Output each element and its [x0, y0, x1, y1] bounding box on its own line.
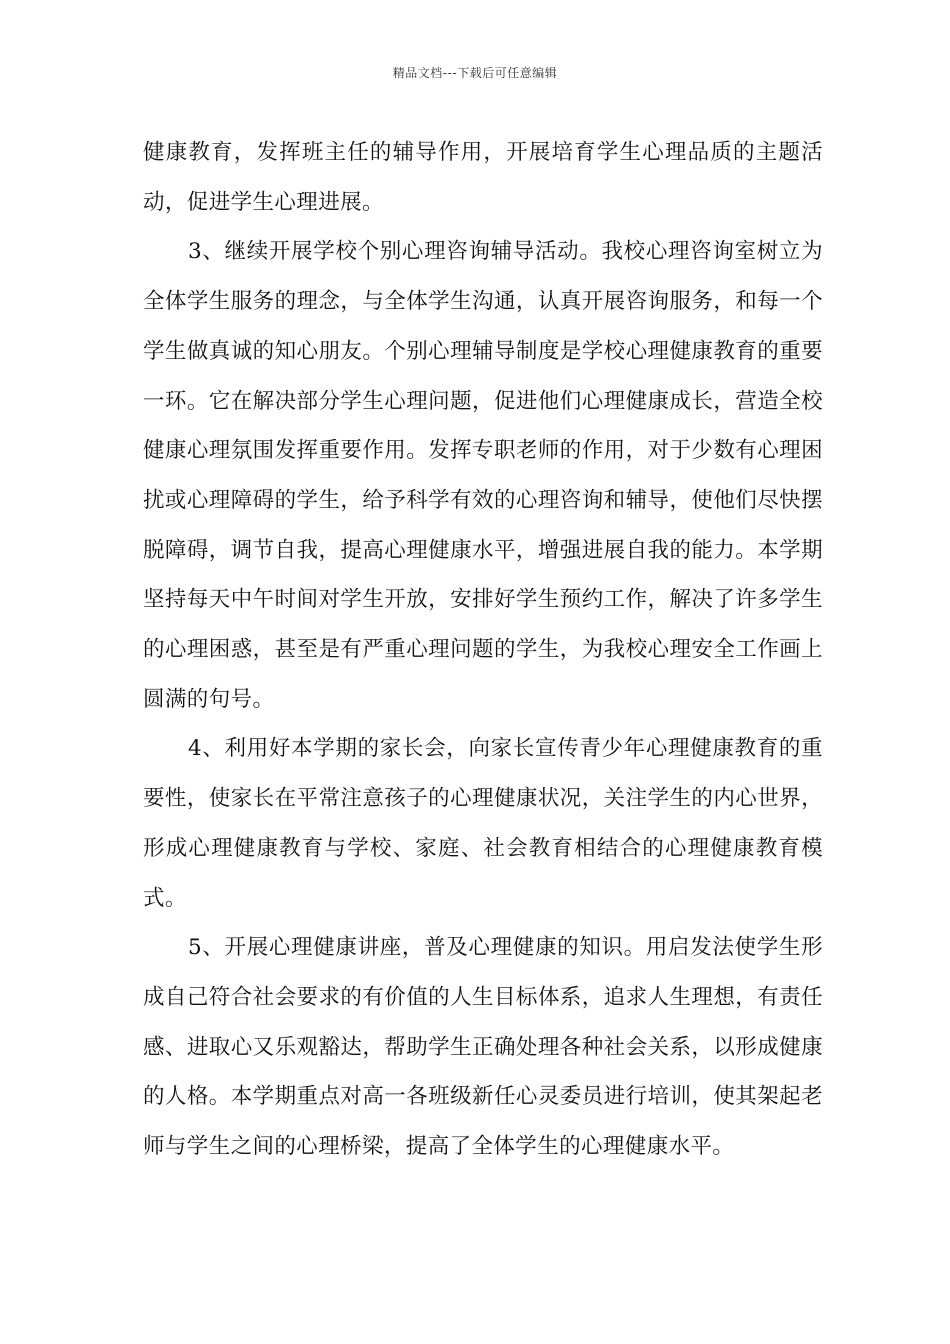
paragraph-item-5: 5、开展心理健康讲座，普及心理健康的知识。用启发法使学生形成自己符合社会要求的有价值的人生目标体系，追求人生理想，有责任感、进取心又乐观豁达，帮助学生正确处理各种社会关系，以形成健康的人格。本学期重点对高一各班级新任心灵委员进行培训，使其架起老师与学生之间的心理桥梁，提高了全体学生的心理健康水平。 [143, 935, 823, 1160]
paragraph-continuation: 健康教育，发挥班主任的辅导作用，开展培育学生心理品质的主题活动，促进学生心理进展。 [143, 140, 823, 215]
document-body [143, 128, 823, 1172]
page-header: 精品文档---下载后可任意编辑 [392, 66, 558, 80]
paragraph-item-3: 3、继续开展学校个别心理咨询辅导活动。我校心理咨询室树立为全体学生服务的理念，与全体学生沟通，认真开展咨询服务，和每一个学生做真诚的知心朋友。个别心理辅导制度是学校心理健康教育的重要一环。它在解决部分学生心理问题，促进他们心理健康成长，营造全校健康心理氛围发挥重要作用。发挥专职老师的作用，对于少数有心理困扰或心理障碍的学生，给予科学有效的心理咨询和辅导，使他们尽快摆脱障碍，调节自我，提高心理健康水平，增强进展自我的能力。本学期坚持每天中午时间对学生开放，安排好学生预约工作，解决了许多学生的心理困惑，甚至是有严重心理问题的学生，为我校心理安全工作画上圆满的句号。 [143, 239, 823, 712]
paragraph-item-4: 4、利用好本学期的家长会，向家长宣传青少年心理健康教育的重要性，使家长在平常注意孩子的心理健康状况，关注学生的内心世界，形成心理健康教育与学校、家庭、社会教育相结合的心理健康教育模式。 [143, 736, 823, 911]
